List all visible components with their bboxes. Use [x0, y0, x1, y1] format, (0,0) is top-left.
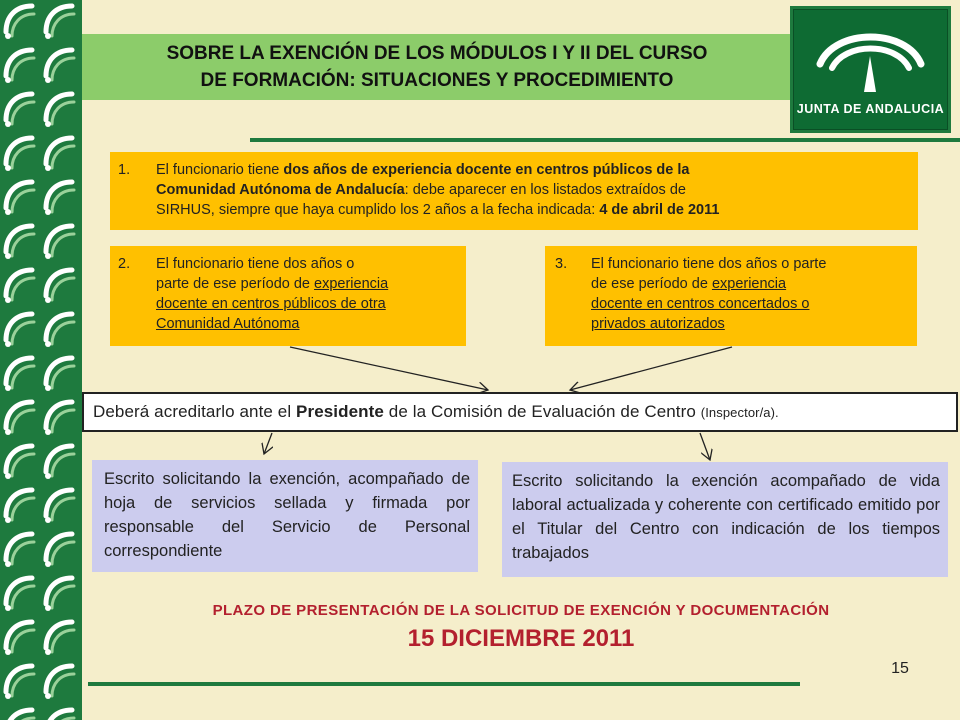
text-bold: Presidente — [296, 402, 384, 421]
item-number: 1. — [118, 162, 131, 178]
text-bold: dos años de experiencia docente en centros públicos de la — [283, 162, 690, 178]
text-underlined: docente en centros públicos de otra — [156, 296, 386, 312]
logo-text: JUNTA DE ANDALUCIA — [796, 102, 945, 116]
deadline-date-large: 15 DICIEMBRE 2011 — [407, 625, 635, 652]
title-line-2: DE FORMACIÓN: SITUACIONES Y PROCEDIMIENTO — [200, 70, 674, 91]
text-underlined: experiencia — [711, 276, 787, 292]
escrito-left-box — [92, 460, 478, 572]
escrito-right-text: Escrito solicitando la exención acompañado de vida laboral actualizada y coherente con certificado emitido por el Titular del Centro con indicación de los tiempos trabajados — [512, 472, 940, 562]
text-small: (Inspector/a). — [700, 405, 779, 420]
text: SIRHUS, siempre que haya cumplido los 2 años a la fecha indicada: — [156, 202, 600, 218]
text: Deberá acreditarlo ante el — [93, 402, 297, 421]
text: El funcionario tiene — [156, 162, 284, 178]
text: : debe aparecer en los listados extraídos de — [404, 182, 686, 198]
text: El funcionario tiene dos años o parte — [591, 256, 827, 272]
text-underlined: experiencia — [314, 276, 389, 292]
arrow-to-escrito-left — [264, 433, 272, 454]
text-underlined: Comunidad Autónoma — [156, 316, 300, 332]
arrow-to-escrito-right — [700, 433, 710, 460]
deadline-date: 4 de abril de 2011 — [599, 202, 720, 218]
text: El funcionario tiene dos años o — [156, 256, 355, 272]
text: de ese período de — [591, 276, 712, 292]
deadline-label: PLAZO DE PRESENTACIÓN DE LA SOLICITUD DE EXENCIÓN Y DOCUMENTACIÓN — [212, 602, 830, 619]
text-underlined: docente en centros concertados o — [591, 296, 810, 312]
text: de la Comisión de Evaluación de Centro — [383, 402, 701, 421]
item-number: 2. — [118, 256, 131, 272]
text-bold: Comunidad Autónoma de Andalucía — [156, 182, 405, 198]
arrow-3-to-presidente — [570, 347, 732, 390]
page-number: 15 — [891, 660, 909, 677]
title-line-1: SOBRE LA EXENCIÓN DE LOS MÓDULOS I Y II DEL CURSO — [166, 43, 708, 64]
arrow-2-to-presidente — [290, 347, 488, 390]
text-underlined: privados autorizados — [591, 316, 725, 332]
escrito-left-text: Escrito solicitando la exención, acompañado de hoja de servicios sellada y firmada por responsable del Servicio de Personal correspondiente — [104, 470, 470, 560]
escrito-right-box — [502, 462, 948, 577]
presidente-box — [82, 392, 958, 432]
item-number: 3. — [555, 256, 568, 272]
text: parte de ese período de — [156, 276, 315, 292]
